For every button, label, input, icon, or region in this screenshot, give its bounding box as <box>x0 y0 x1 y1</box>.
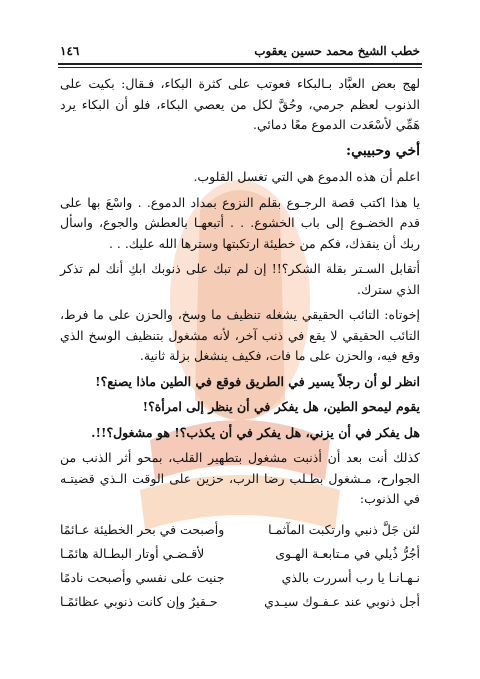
paragraph: إخوتاه: التائب الحقيقي يشغله تنظيف ما وسخ، والحزن على ما فرط، التائب الحقيقي لا يقع في ذنب آخر، لأنه مشغول بتنظيف الوسخ الذي وقع فيه، والحزن على ما فات، فكيف ينشغل بزلة ثانية. <box>60 307 420 363</box>
paragraph: لهج بعض العبَّاد بـالبكاء فعوتب على كثرة البكاء، فـقال: بكيت على الذنوب لعظم جرمي، وحُقَّ لكل من يعصي البكاء، فلو أن البكاء يرد هَمِّي لأسْعَدت الدموع معًا دمائي. <box>60 76 420 132</box>
page-header <box>60 40 420 62</box>
poem-verse-second: جنيت على نفسي وأصبحت نادمًا <box>60 569 225 585</box>
poem-verse-second: لأقـضـي أوتار البطـالة هائمًـا <box>60 545 205 561</box>
page-body <box>60 74 420 649</box>
paragraph: هل يفكر في أن يزني، هل يفكر في أن يكذب؟! هو مشغول؟!!. <box>91 424 420 440</box>
poem-verse-first: أجُرُّ ذُيلي في مـتابعـة الهـوى <box>275 545 420 561</box>
paragraph: يقوم ليمحو الطين، هل يفكر في أن ينظر إلى امرأة؟! <box>142 399 420 414</box>
poem <box>60 520 420 612</box>
poem-verse-second: وأصبحت في بحر الخطيئة عـائمًا <box>60 521 225 537</box>
paragraph: كذلك أنت بعد أن أذنبت مشغول بتطهير القلب، بمحو أثر الذنب من الجوارح، مـشغول بطـلب رضا الرب، حزين على الوقت الـذي قضيتـه في الذنوب: <box>60 450 420 506</box>
section-heading: أخي وحبيبي: <box>345 142 420 159</box>
poem-verse-first: لئن جَلَّ ذنبي وارتكبت المآثمـا <box>268 521 420 537</box>
book-title: خطب الشيخ محمد حسين يعقوب <box>254 44 420 58</box>
poem-verse-first: نـهـانـا يا رب أسررت بالذي <box>281 569 420 585</box>
header-rule <box>58 63 422 68</box>
page-number: ١٤٦ <box>60 44 80 58</box>
paragraph: يا هذا اكتب قصة الرجـوع بقلم النزوع بمداد الدموع. . واسْعَ بها على قدم الخضـوع إلى باب الخشوع. . . أتبعهـا بالعطش والجوع، واسأل ربك أن ينقذك، فكم من خطيئة ارتكبتها وسترها الله عليك. . . <box>60 194 420 251</box>
poem-verse-second: حـقيرٌ وإن كانت ذنوبي عظائمًـا <box>60 593 218 609</box>
poem-verse-first: أجل ذنوبي عند عـفـوك سيـدي <box>264 593 420 609</box>
paragraph: انظر لو أن رجلاً يسير في الطريق فوقع في الطين ماذا يصنع؟! <box>95 373 420 389</box>
paragraph: أتقابل السـتر بقلة الشكر؟!! إن لم تبك على ذنوبك ابكِ أنك لم تذكر الذي سترك. <box>60 261 420 297</box>
paragraph: اعلم أن هذه الدموع هي التي تغسل القلوب. <box>193 169 420 184</box>
